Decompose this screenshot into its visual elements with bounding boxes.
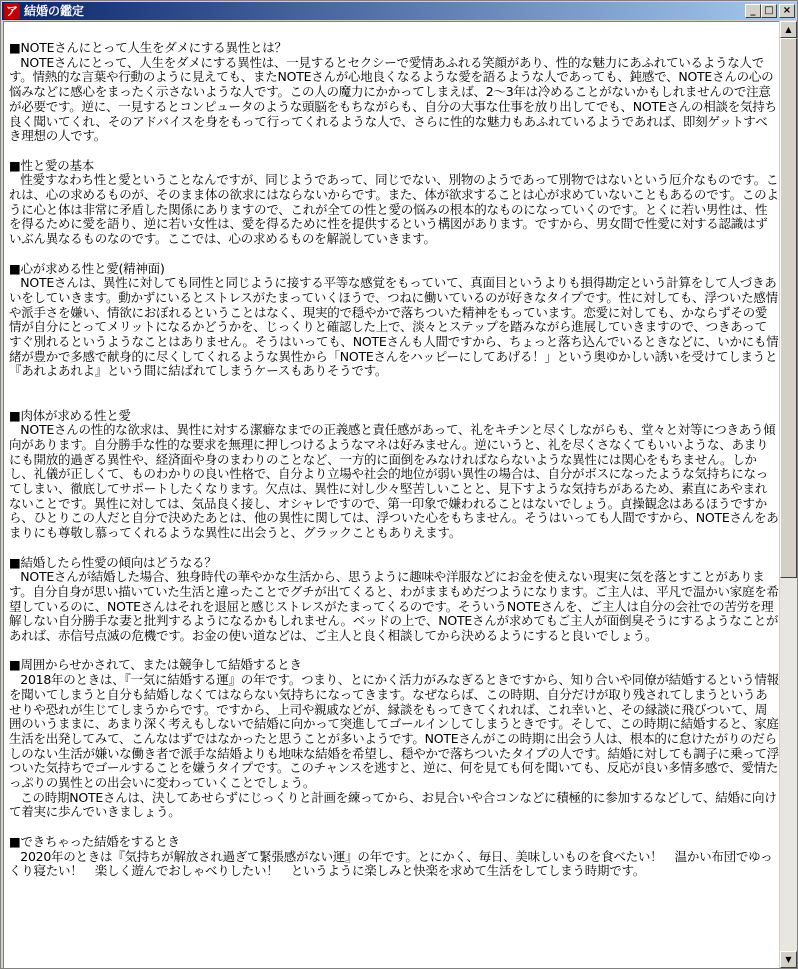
section [9,41,779,144]
section-heading: ■性と愛の基本 [9,157,95,173]
section-paragraph: 2018年のときは、『一気に結婚する運』の年です。つまり、とにかく活力がみなぎるときですから、知り合いや同僚が結婚するという情報を聞いてしまうと自分も結婚しなくてはならない気持ちになってきます。なぜならば、この時期、自分だけが取り残されてしまうというあせりや恐れが生じてしまうからです。ですから、上司や親戚などが、縁談をもってきてくれれば、これ幸いと、その縁談に飛びついて、周囲のいうままに、あまり深く考えもしないで結婚に向かって突進してゴールインしてしまうときです。そして、この時期に結婚すると、家庭生活を出発してみて、こんなはずではなかったと思うことが多いようです。NOTEさんがこの時期に出会う人は、根本的に怠けたがりのだらしのない生活が嫌いな働き者で派手な結婚よりも地味な結婚を希望し、穏やかで落ちついたタイプの人です。結婚に対しても調子に乗って浮ついた気持ちでゴールすることを嫌うタイプです。このチャンスを逃すと、逆に、何を見ても何を聞いても、反応が良い多情多感で、愛情たっぷりの異性との出会いに変わっていくことでしょう。 [9,672,779,791]
section-paragraph: NOTEさんにとって、人生をダメにする異性は、一見するとセクシーで愛情あふれる笑顔があり、性的な魅力にあふれているような人です。情熱的な言葉や行動のように見えても、またNOTEさんが心地良くなるような愛を語るような人であっても、鈍感で、NOTEさんの心の悩みなどに感心をまったく示さないような人です。この人の魔力にかかってしまえば、2～3年は冷めることがないかもしれませんので注意が必要です。逆に、一見するとコンピュータのような頭脳をもちながらも、自分の大事な仕事を放り出してでも、NOTEさんの相談を気持ち良く聞いてくれ、そのアドバイスを身をもって行ってくれるような人で、さらに性的な魅力もあふれているようであれば、即刻ゲットすべき理想の人です。 [9,54,777,144]
section-paragraph: この時期NOTEさんは、決してあせらずにじっくりと計画を練ってから、お見合いや合コンなどに積極的に参加するなどして、結婚に向けて着実に歩んでいきましょう。 [9,789,777,820]
vertical-scrollbar[interactable] [780,21,797,968]
section-heading: ■NOTEさんにとって人生をダメにする異性とは？ [9,40,287,55]
section-heading: ■できちゃった結婚をするとき [9,833,180,849]
text-viewer[interactable] [3,21,779,968]
scroll-up-icon[interactable]: ▲ [780,21,797,38]
section-paragraph: 2020年のときは『気持ちが解放され過ぎて緊張感がない運』の年です。とにかく、毎日、美味しいものを食べたい！ 温かい布団でゆっくり寝たい！ 楽しく遊んでおしゃべりしたい！ というように楽しみと快楽を求めて生活をしてしまう時期です。 [9,848,773,879]
reading-text [9,41,779,894]
section-heading: ■心が求める性と愛(精神面) [9,260,165,276]
minimize-button[interactable]: _ [745,4,761,18]
section-paragraph: 性愛すなわち性と愛ということなんですが、同じようであって、同じでない、別物のようであって別物ではないという厄介なものです。これは、心の求めるものが、そのまま体の欲求にはならないからです。また、体が欲求することは心が求めていないこともあるのです。このように心と体は非常に矛盾した関係にありますので、これが全ての性と愛の悩みの根本的なものになっていくのです。とくに若い男性は、性を得るために愛を語り、逆に若い女性は、愛を得るために性を提供するという構図があります。ですから、男女間で性愛に対する認識はずいぶん異なるものなのです。ここでは、心の求めるものを解説していきます。 [9,172,779,247]
section-heading: ■結婚したら性愛の傾向はどうなる？ [9,554,217,570]
close-button[interactable]: × [779,4,795,18]
app-logo-icon: ア [5,4,18,18]
section-heading: ■肉体が求める性と愛 [9,407,131,423]
maximize-button[interactable]: □ [761,4,777,18]
section-paragraph: NOTEさんは、異性に対しても同性と同じように接する平等な感覚をもっていて、真面目というよりも損得勘定という計算をして人づきあいをしていきます。動かずにいるとストレスがたまっていくほうで、つねに働いているのが好きなタイプです。性に対しても、浮ついた感情や派手さを嫌い、情欲におぼれるということはなく、現実的で穏やかで落ちついた精神をもっています。恋愛に対しても、かならずその愛情が自分にとってメリットになるかどうかを、じっくりと確認した上で、淡々とステップを踏みながら進展していきますので、つきあってすぐ別れるというようなことはありません。そうはいっても、NOTEさんも人間ですから、ちょっと落ち込んでいるときなどに、いかにも情緒が豊かで多感で献身的に尽くしてくれるような異性から「NOTEさんをハッピーにしてあげる！」という奥ゆかしい誘いを受けてしまうと『あれよあれよ』という間に結ばれてしまうケースもありそうです。 [9,275,779,379]
section [9,835,779,879]
section [9,409,779,541]
section [9,658,779,820]
section [9,262,779,380]
section [9,159,779,247]
scroll-thumb[interactable] [780,38,797,578]
section [9,556,779,644]
section-paragraph: NOTEさんが結婚した場合、独身時代の華やかな生活から、思うように趣味や洋服などにお金を使えない現実に気を落とすことがあります。自分自身が思い描いていた生活と違ったことでグチが出てくると、わがままもめだつようになります。ご主人は、平凡で温かい家庭を希望しているのに、NOTEさんはそれを退屈と感じストレスがたまってくるのです。そういうNOTEさんを、ご主人は自分の会社での苦労を理解しない自分勝手な妻と批判するようになるかもしれません。ベッドの上で、NOTEさんが求めてもご主人が面倒臭そうにするようなことがあれば、赤信号点滅の危機です。お金の使い道などは、ご主人と良く相談してから決めるようにすると良いでしょう。 [9,569,779,644]
scroll-down-icon[interactable]: ▼ [780,951,797,968]
window-title: 結婚の鑑定 [24,4,85,18]
section-heading: ■周囲からせかされて、または競争して結婚するとき [9,657,302,673]
title-bar[interactable] [2,2,796,20]
section-paragraph: NOTEさんの性的な欲求は、異性に対する潔癖なまでの正義感と責任感があって、礼をキチンと尽くしながらも、堂々と対等につきあう傾向があります。自分勝手な性的な要求を無理に押しつけるようなマネは好みません。逆にいうと、礼を尽くさなくてもいいような、あまりにも開放的過ぎる異性や、経済面や身のまわりのことなど、一方的に面倒をみなければならないような異性には関心をもちません。しかし、礼儀が正しくて、ものわかりの良い性格で、自分より立場や社会的地位が弱い異性の場合は、自分がボスになったような気持ちになってしまい、徹底してサポートしたくなります。欠点は、異性に対し少々堅苦しいことと、見下すような気持ちがあるため、素直にあやまれないことです。異性に対しては、気品良く接し、オシャレですので、第一印象で嫌われることはないでしょう。貞操観念はあるほうですから、ひとりこの人だと自分で決めたあとは、他の異性に関しては、浮ついた心をもちません。そうはいっても人間ですから、NOTEさんをあまりにも尊敬し慕ってくれるような異性に出会うと、グラックこともありえます。 [9,422,779,541]
